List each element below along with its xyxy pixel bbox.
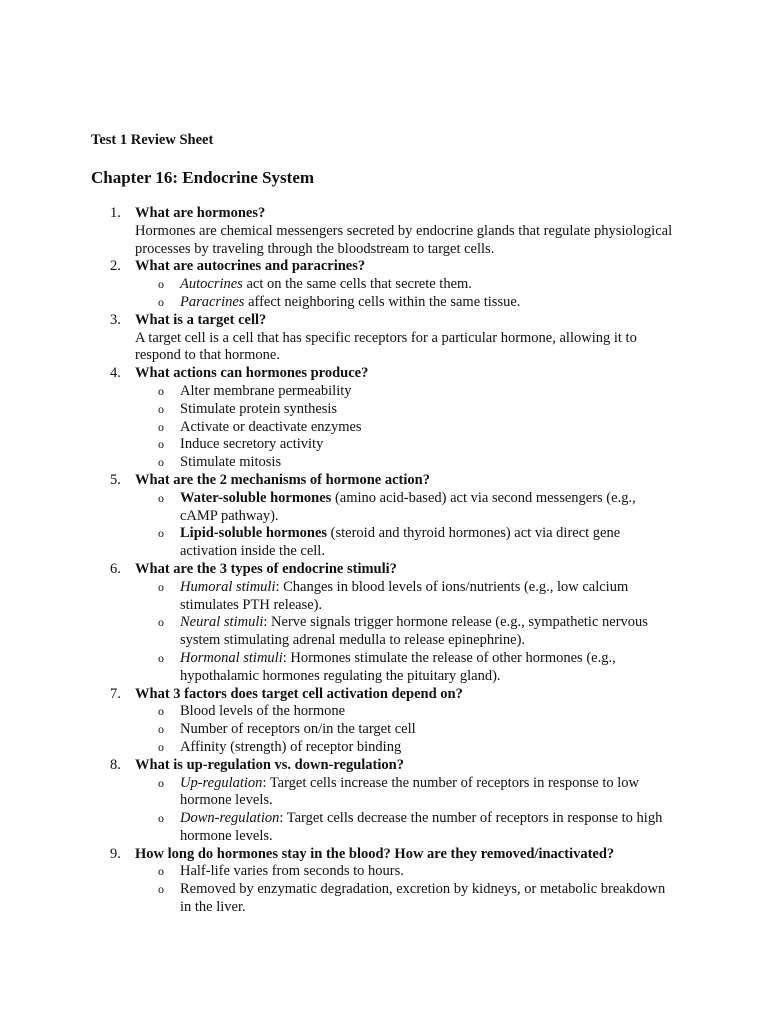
bullet-text: act on the same cells that secrete them. bbox=[242, 276, 472, 293]
question-item bbox=[0, 686, 675, 757]
question-item bbox=[0, 472, 675, 561]
bullet-item bbox=[135, 401, 675, 419]
bullet-text: Stimulate protein synthesis bbox=[180, 400, 338, 417]
question-number: 1. bbox=[110, 205, 121, 221]
question-item bbox=[0, 258, 675, 311]
chapter-title: Chapter 16: Endocrine System bbox=[91, 168, 315, 187]
term-bold: Water-soluble hormones bbox=[180, 489, 332, 506]
answer-bullet-list bbox=[135, 383, 675, 472]
bullet-item bbox=[135, 810, 675, 846]
bullet-text: Activate or deactivate enzymes bbox=[180, 418, 362, 435]
question-text: What 3 factors does target cell activation depend on? bbox=[135, 685, 463, 702]
bullet-marker: o bbox=[158, 615, 164, 630]
question-text: What are the 3 types of endocrine stimuli? bbox=[135, 560, 397, 577]
bullet-text: Stimulate mitosis bbox=[180, 454, 282, 471]
question-item bbox=[0, 846, 675, 917]
bullet-marker: o bbox=[158, 455, 164, 470]
question-number: 7. bbox=[110, 685, 121, 702]
term-italic: Up-regulation bbox=[180, 774, 263, 791]
bullet-item bbox=[135, 490, 675, 526]
bullet-item bbox=[135, 739, 675, 757]
bullet-text: : Target cells decrease the number of receptors in response to high hormone levels. bbox=[180, 810, 663, 844]
question-item bbox=[0, 312, 675, 365]
bullet-item bbox=[135, 775, 675, 811]
term-italic: Down-regulation bbox=[180, 810, 280, 827]
question-item bbox=[0, 205, 675, 258]
question-text: What is a target cell? bbox=[135, 311, 267, 328]
question-text: What is up-regulation vs. down-regulation? bbox=[135, 756, 404, 773]
question-item bbox=[0, 757, 675, 846]
bullet-marker: o bbox=[158, 294, 164, 309]
question-item bbox=[0, 561, 675, 686]
question-number: 6. bbox=[110, 560, 121, 577]
bullet-item bbox=[135, 525, 675, 561]
term-bold: Lipid-soluble hormones bbox=[180, 525, 328, 542]
bullet-marker: o bbox=[158, 383, 164, 398]
bullet-marker: o bbox=[158, 490, 164, 505]
question-text: How long do hormones stay in the blood? How are they removed/inactivated? bbox=[135, 845, 615, 862]
bullet-marker: o bbox=[158, 579, 164, 594]
question-number: 4. bbox=[110, 365, 121, 382]
bullet-text: Number of receptors on/in the target cell bbox=[180, 721, 416, 738]
bullet-text: : Changes in blood levels of ions/nutrients (e.g., low calcium stimulates PTH release). bbox=[180, 578, 629, 613]
answer-bullet-list bbox=[135, 490, 675, 561]
bullet-text: : Hormones stimulate the release of other hormones (e.g., hypothalamic hormones regulating the pituitary gland). bbox=[180, 649, 616, 684]
answer-bullet-list bbox=[135, 703, 675, 756]
term-italic: Paracrines bbox=[180, 293, 245, 310]
bullet-item bbox=[135, 419, 675, 437]
bullet-marker: o bbox=[158, 704, 164, 719]
bullet-text: Affinity (strength) of receptor binding bbox=[180, 738, 402, 755]
document-title: Test 1 Review Sheet bbox=[91, 132, 214, 148]
bullet-marker: o bbox=[158, 277, 164, 292]
question-number: 9. bbox=[110, 845, 121, 862]
bullet-marker: o bbox=[158, 722, 164, 737]
bullet-item bbox=[135, 721, 675, 739]
bullet-item bbox=[135, 614, 675, 650]
bullet-marker: o bbox=[158, 650, 164, 665]
question-text: What are the 2 mechanisms of hormone action? bbox=[135, 471, 430, 488]
bullet-text: (amino acid-based) act via second messengers (e.g., cAMP pathway). bbox=[180, 489, 636, 524]
bullet-marker: o bbox=[158, 864, 164, 879]
bullet-marker: o bbox=[158, 437, 164, 452]
bullet-marker: o bbox=[158, 401, 164, 416]
bullet-text: : Target cells increase the number of receptors in response to low hormone levels. bbox=[180, 774, 639, 809]
question-number: 5. bbox=[110, 471, 121, 488]
bullet-marker: o bbox=[158, 882, 164, 897]
question-number: 8. bbox=[110, 756, 121, 773]
answer-bullet-list bbox=[135, 775, 675, 846]
bullet-item bbox=[135, 436, 675, 454]
question-number: 3. bbox=[110, 311, 121, 328]
bullet-marker: o bbox=[158, 775, 164, 790]
bullet-item bbox=[135, 454, 675, 472]
bullet-text: Induce secretory activity bbox=[180, 436, 324, 453]
bullet-item bbox=[135, 650, 675, 686]
bullet-marker: o bbox=[158, 526, 164, 541]
bullet-item bbox=[135, 863, 675, 881]
answer-bullet-list bbox=[135, 276, 675, 312]
bullet-item bbox=[135, 294, 675, 312]
bullet-marker: o bbox=[158, 419, 164, 434]
term-italic: Humoral stimuli bbox=[180, 578, 276, 595]
bullet-text: : Nerve signals trigger hormone release (e.g., sympathetic nervous system stimulating adrenal medulla to release epinephrine). bbox=[180, 614, 648, 649]
bullet-item bbox=[135, 579, 675, 615]
question-text: What actions can hormones produce? bbox=[135, 365, 369, 382]
answer-text: A target cell is a cell that has specific receptors for a particular hormone, allowing it to respond to that hormone. bbox=[135, 329, 637, 364]
bullet-text: affect neighboring cells within the same tissue. bbox=[244, 293, 521, 310]
term-italic: Autocrines bbox=[180, 276, 243, 293]
term-italic: Neural stimuli bbox=[180, 614, 264, 631]
bullet-item bbox=[135, 881, 675, 917]
bullet-item bbox=[135, 383, 675, 401]
bullet-text: Removed by enzymatic degradation, excretion by kidneys, or metabolic breakdown in the liver. bbox=[180, 881, 666, 916]
question-list bbox=[0, 205, 768, 917]
question-item bbox=[0, 365, 675, 472]
bullet-text: Half-life varies from seconds to hours. bbox=[180, 863, 404, 880]
term-italic: Hormonal stimuli bbox=[180, 649, 283, 666]
question-number: 2. bbox=[110, 258, 121, 275]
bullet-text: Blood levels of the hormone bbox=[180, 703, 346, 720]
question-text: What are hormones? bbox=[135, 205, 266, 221]
answer-text: Hormones are chemical messengers secreted by endocrine glands that regulate physiological processes by traveling through the bloodstream to target cells. bbox=[135, 222, 673, 257]
bullet-item bbox=[135, 703, 675, 721]
answer-bullet-list bbox=[135, 863, 675, 916]
bullet-marker: o bbox=[158, 739, 164, 754]
bullet-text: Alter membrane permeability bbox=[180, 382, 352, 399]
bullet-text: (steroid and thyroid hormones) act via direct gene activation inside the cell. bbox=[180, 525, 621, 560]
answer-bullet-list bbox=[135, 579, 675, 686]
bullet-marker: o bbox=[158, 811, 164, 826]
question-text: What are autocrines and paracrines? bbox=[135, 258, 366, 275]
bullet-item bbox=[135, 276, 675, 294]
